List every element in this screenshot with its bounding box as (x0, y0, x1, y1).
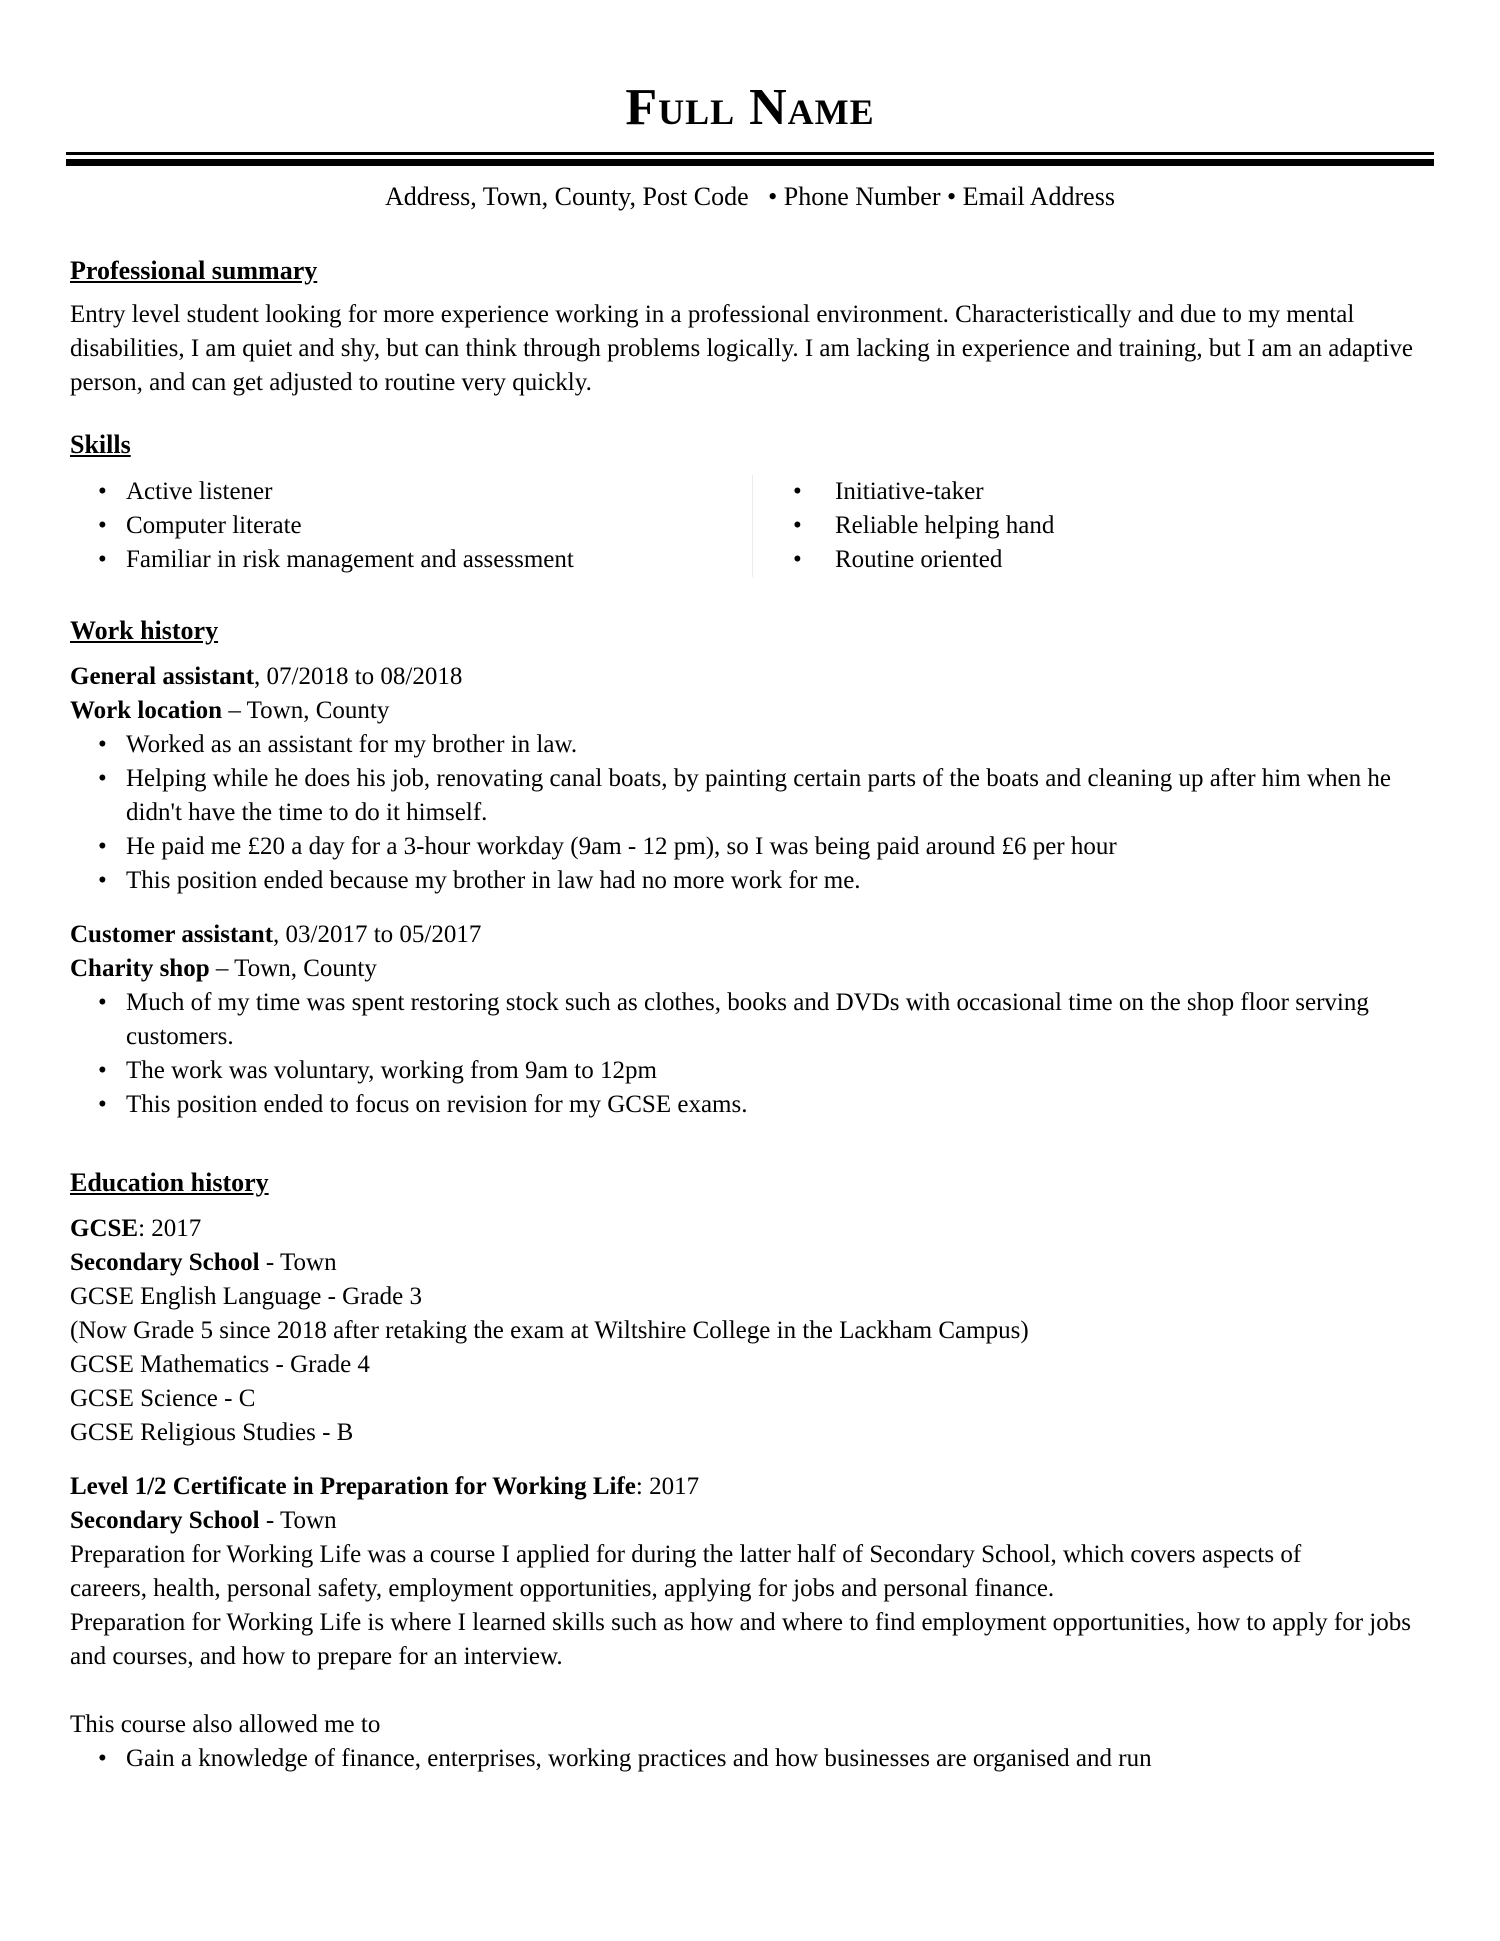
edu-bullet: • Gain a knowledge of finance, enterprises, working practices and how businesses are organised and run (70, 1742, 1435, 1776)
edu-line: GCSE Mathematics - Grade 4 (70, 1351, 370, 1378)
edu-title: Level 1/2 Certificate in Preparation for Working Life (70, 1473, 636, 1500)
job-title-line (70, 918, 1435, 952)
edu-school-line (70, 1504, 1435, 1538)
edu-line: GCSE English Language - Grade 3 (70, 1283, 423, 1310)
skill-item: • Active listener (70, 475, 752, 509)
job-title-line (70, 660, 1435, 694)
job-bullets (70, 986, 1435, 1122)
edu-school-line (70, 1246, 1435, 1280)
edu-year: : 2017 (635, 1473, 700, 1500)
skills-columns (70, 475, 1435, 577)
job-bullet: • Much of my time was spent restoring stock such as clothes, books and DVDs with occasional time on the shop floor serving customers. (70, 986, 1435, 1054)
job-employer-line (70, 952, 1435, 986)
skill-item: • Reliable helping hand (753, 509, 1435, 543)
edu-town: - Town (259, 1507, 337, 1534)
skills-left-list (70, 475, 752, 577)
edu-line: GCSE Religious Studies - B (70, 1419, 354, 1446)
work-heading: Work history (70, 616, 219, 645)
skill-item: • Initiative-taker (753, 475, 1435, 509)
edu-school: Secondary School (70, 1249, 260, 1276)
edu-line: (Now Grade 5 since 2018 after retaking the exam at Wiltshire College in the Lackham Campus) (70, 1317, 1029, 1344)
job-employer: Work location (70, 697, 223, 724)
education-heading: Education history (70, 1168, 269, 1197)
job-dates: , 07/2018 to 08/2018 (254, 663, 463, 690)
header-rule-thick (66, 159, 1434, 166)
edu-title-line (70, 1212, 1435, 1246)
job-bullets (70, 728, 1435, 898)
edu-intro: This course also allowed me to (70, 1711, 381, 1738)
job-entry (70, 918, 1435, 1122)
summary-heading: Professional summary (70, 256, 318, 285)
job-location: – Town, County (222, 697, 390, 724)
skill-item: • Familiar in risk management and assessment (70, 543, 752, 577)
job-dates: , 03/2017 to 05/2017 (273, 921, 482, 948)
job-location: – Town, County (209, 955, 377, 982)
header-rule-thin (66, 152, 1434, 155)
job-bullet: • He paid me £20 a day for a 3-hour workday (9am - 12 pm), so I was being paid around £6 per hour (70, 830, 1435, 864)
skills-section (70, 428, 1435, 577)
job-employer: Charity shop (70, 955, 210, 982)
edu-year: : 2017 (138, 1215, 202, 1242)
skill-item: • Routine oriented (753, 543, 1435, 577)
summary-section (70, 254, 1435, 400)
edu-school: Secondary School (70, 1507, 260, 1534)
edu-paragraph: Preparation for Working Life was a course I applied for during the latter half of Secondary School, which covers aspects of careers, health, personal safety, employment opportunities, applying for jobs and personal finance. (70, 1541, 1302, 1602)
full-name: Full Name (625, 79, 875, 136)
summary-text: Entry level student looking for more experience working in a professional environment. Characteristically and due to my mental disabilities, I am quiet and shy, but can think through problems logically. I am lacking in experience and training, but I am an adaptive person, and can get adjusted to routine very quickly. (70, 301, 1413, 396)
contact-line: Address, Town, County, Post Code • Phone Number • Email Address (385, 182, 1115, 211)
skills-heading: Skills (70, 430, 131, 459)
edu-town: - Town (259, 1249, 337, 1276)
education-entry-gcse (70, 1212, 1435, 1450)
work-section (70, 614, 1435, 1122)
job-bullet: • This position ended because my brother in law had no more work for me. (70, 864, 1435, 898)
job-entry (70, 660, 1435, 898)
skill-item: • Computer literate (70, 509, 752, 543)
skills-right-list (752, 475, 1435, 577)
job-bullet: • Worked as an assistant for my brother in law. (70, 728, 1435, 762)
education-entry-cert (70, 1470, 1435, 1776)
edu-line: GCSE Science - C (70, 1385, 256, 1412)
edu-title-line (70, 1470, 1435, 1504)
job-title: Customer assistant (70, 921, 274, 948)
job-bullet: • This position ended to focus on revision for my GCSE exams. (70, 1088, 1435, 1122)
job-title: General assistant (70, 663, 255, 690)
edu-bullets (70, 1742, 1435, 1776)
job-bullet: • Helping while he does his job, renovating canal boats, by painting certain parts of the boats and cleaning up after him when he didn't have the time to do it himself. (70, 762, 1435, 830)
edu-paragraph: Preparation for Working Life is where I learned skills such as how and where to find employment opportunities, how to apply for jobs and courses, and how to prepare for an interview. (70, 1609, 1411, 1670)
education-section (70, 1166, 1435, 1776)
edu-title: GCSE (70, 1215, 139, 1242)
job-bullet: • The work was voluntary, working from 9am to 12pm (70, 1054, 1435, 1088)
job-employer-line (70, 694, 1435, 728)
